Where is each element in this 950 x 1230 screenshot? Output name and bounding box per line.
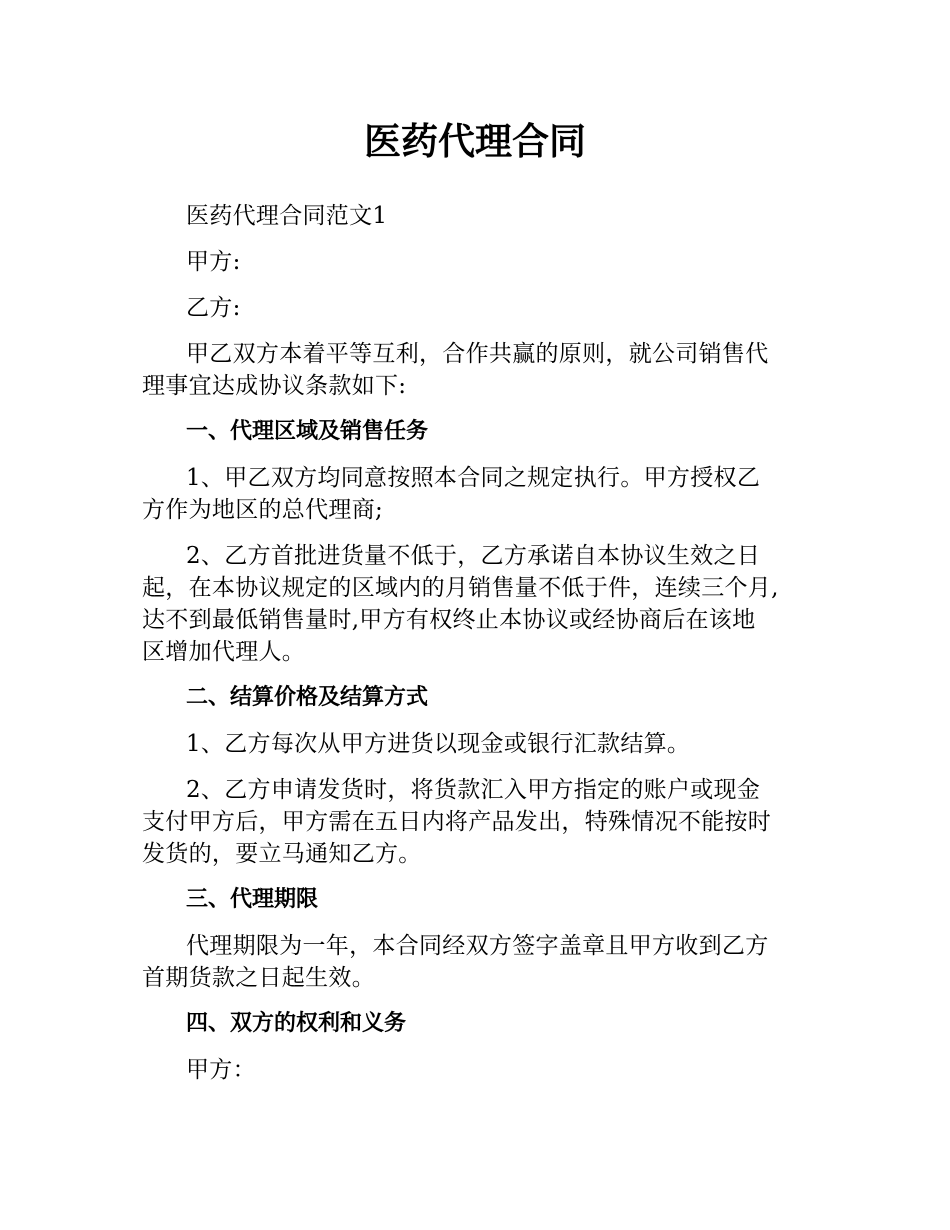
subtitle-paragraph: 医药代理合同范文1 <box>186 203 388 229</box>
document-body <box>142 200 812 1100</box>
intro-paragraph <box>142 338 812 402</box>
section-1-paragraph-1 <box>142 462 812 526</box>
document-title: 医药代理合同 <box>364 120 586 163</box>
sec2-p2-line-3: 发货的，要立马通知乙方。 <box>142 841 422 867</box>
section-3-paragraph-1 <box>142 930 812 994</box>
sec1-p2-line-3: 达不到最低销售量时,甲方有权终止本协议或经协商后在该地 <box>142 607 756 633</box>
sec3-p1-line-1: 代理期限为一年，本合同经双方签字盖章且甲方收到乙方 <box>186 933 769 959</box>
sec2-p2-line-2: 支付甲方后，甲方需在五日内将产品发出，特殊情况不能按时 <box>142 809 772 835</box>
section-1-paragraph-2 <box>142 540 812 668</box>
intro-line-2: 理事宜达成协议条款如下: <box>142 373 407 399</box>
section-2-paragraph-2 <box>142 774 812 870</box>
section-4-party-a-label: 甲方： <box>186 1057 256 1083</box>
sec1-p2-line-2: 起，在本协议规定的区域内的月销售量不低于件，连续三个月, <box>142 575 779 601</box>
section-2-heading: 二、结算价格及结算方式 <box>186 685 429 710</box>
sec1-p1-line-2: 方作为地区的总代理商; <box>142 497 384 523</box>
sec1-p2-line-1: 2、乙方首批进货量不低于，乙方承诺自本协议生效之日 <box>186 543 761 569</box>
sec2-p2-line-1: 2、乙方申请发货时，将货款汇入甲方指定的账户或现金 <box>186 777 761 803</box>
section-1-heading: 一、代理区域及销售任务 <box>186 419 429 444</box>
sec1-p1-line-1: 1、甲乙双方均同意按照本合同之规定执行。甲方授权乙 <box>186 465 761 491</box>
party-a-label: 甲方: <box>186 249 241 275</box>
intro-line-1: 甲乙双方本着平等互利，合作共赢的原则，就公司销售代 <box>186 341 769 367</box>
section-3-heading: 三、代理期限 <box>186 887 319 912</box>
section-2-paragraph-1: 1、乙方每次从甲方进货以现金或银行汇款结算。 <box>186 731 691 757</box>
sec3-p1-line-2: 首期货款之日起生效。 <box>142 965 375 991</box>
party-b-label: 乙方: <box>186 295 241 321</box>
sec1-p2-line-4: 区增加代理人。 <box>142 639 306 665</box>
section-4-heading: 四、双方的权利和义务 <box>186 1011 407 1036</box>
